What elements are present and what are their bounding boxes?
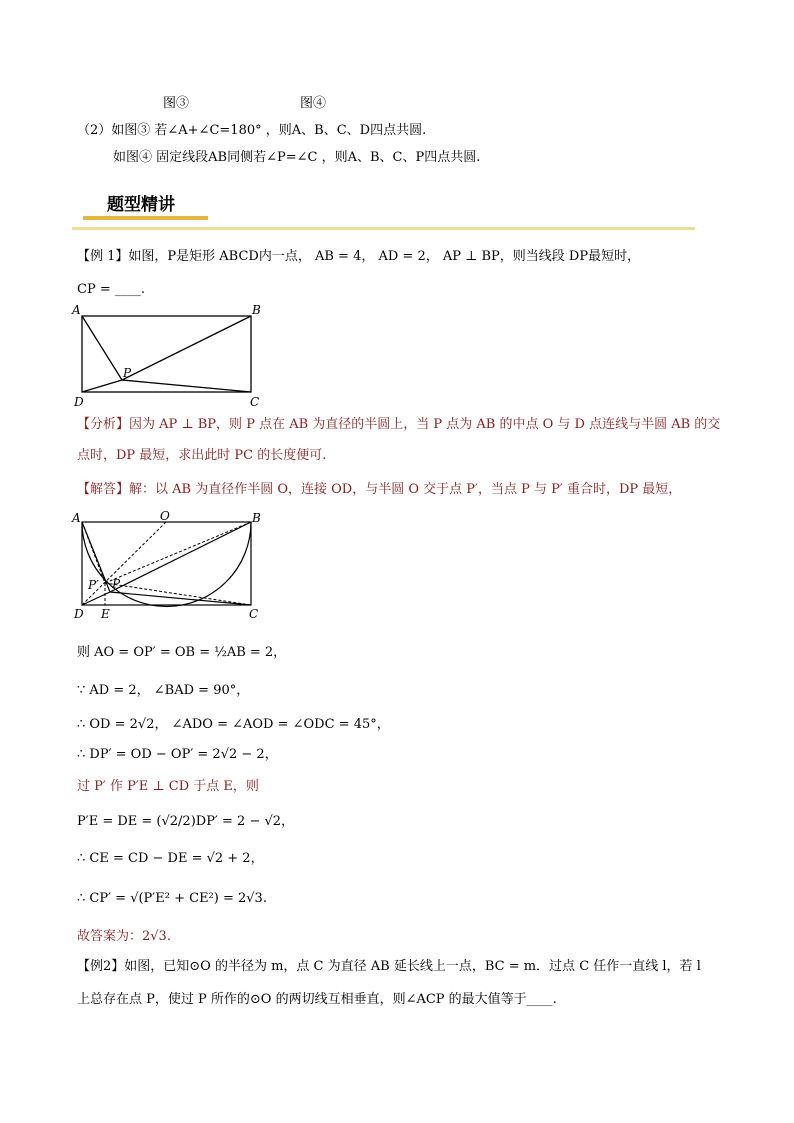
segment-ap bbox=[82, 316, 122, 380]
segment-bp bbox=[110, 522, 251, 592]
example1-question-line1: 【例 1】如图，P是矩形 ABCD内一点， AB = 4， AD = 2， AP ⊥ BP，则当线段 DP最短时， bbox=[77, 249, 641, 264]
label-b: B bbox=[252, 303, 261, 317]
label-a: A bbox=[72, 511, 81, 525]
solution-step: ∴ CP′ = √(P′E² + CE²) = 2√3. bbox=[77, 891, 267, 906]
solution-step: 过 P′ 作 P′E ⊥ CD 于点 E，则 bbox=[77, 779, 259, 794]
segment-bp bbox=[122, 316, 251, 380]
example2-line1: 【例2】如图，已知⊙O 的半径为 m，点 C 为直径 AB 延长线上一点，BC = m．过点 C 任作一直线 l，若 l bbox=[77, 959, 701, 974]
solution-step: P′E = DE = (√2/2)DP′ = 2 − √2， bbox=[77, 814, 295, 829]
segment-dp bbox=[82, 592, 110, 605]
solution-step: ∴ CE = CD − DE = √2 + 2， bbox=[77, 851, 264, 866]
example2-line2: 上总存在点 P，使过 P 所作的⊙O 的两切线互相垂直，则∠ACP 的最大值等于____. bbox=[77, 992, 557, 1007]
heading-underline bbox=[83, 216, 208, 220]
label-b: B bbox=[252, 511, 261, 525]
label-p-prime: P′ bbox=[88, 578, 99, 592]
label-c: C bbox=[249, 607, 259, 621]
label-p: P bbox=[112, 577, 121, 591]
example1-solution-figure bbox=[60, 510, 280, 622]
segment-od bbox=[82, 522, 166, 605]
segment-dp bbox=[82, 380, 122, 392]
label-a: A bbox=[72, 303, 81, 317]
figure-4-caption: 图④ bbox=[300, 96, 327, 111]
section-divider bbox=[72, 227, 695, 230]
analysis-line2: 点时，DP 最短，求出此时 PC 的长度便可. bbox=[77, 448, 327, 463]
label-c: C bbox=[250, 395, 260, 409]
note-line-2: 如图④ 固定线段AB同侧若∠P=∠C ，则A、B、C、P四点共圆. bbox=[113, 150, 481, 165]
label-o: O bbox=[160, 510, 170, 523]
solution-step: 则 AO = OP′ = OB = ½AB = 2， bbox=[77, 645, 287, 660]
label-d: D bbox=[74, 395, 84, 409]
segment-bp-prime bbox=[105, 522, 251, 583]
solution-step: ∴ DP′ = OD − OP′ = 2√2 − 2， bbox=[77, 747, 278, 762]
analysis-line1: 【分析】因为 AP ⊥ BP，则 P 点在 AB 为直径的半圆上，当 P 点为 AB 的中点 O 与 D 点连线与半圆 AB 的交 bbox=[77, 417, 721, 432]
label-d: D bbox=[74, 607, 84, 621]
note-line-1: （2）如图③ 若∠A+∠C=180° ，则A、B、C、D四点共圆. bbox=[77, 123, 427, 138]
example1-question-line2: CP = ____. bbox=[77, 282, 145, 297]
solution-intro: 【解答】解：以 AB 为直径作半圆 O，连接 OD，与半圆 O 交于点 P′，当点 P 与 P′ 重合时，DP 最短， bbox=[77, 482, 682, 497]
label-e: E bbox=[101, 607, 110, 621]
segment-cp bbox=[122, 380, 251, 392]
figure-3-caption: 图③ bbox=[163, 96, 190, 111]
label-p: P bbox=[123, 366, 132, 380]
solution-step: ∵ AD = 2， ∠BAD = 90°， bbox=[77, 683, 250, 698]
example1-figure bbox=[60, 300, 280, 410]
solution-step: ∴ OD = 2√2， ∠ADO = ∠AOD = ∠ODC = 45°， bbox=[77, 717, 390, 732]
answer-line: 故答案为：2√3. bbox=[77, 929, 171, 944]
section-heading: 题型精讲 bbox=[107, 195, 175, 215]
rectangle-abcd bbox=[82, 316, 251, 392]
